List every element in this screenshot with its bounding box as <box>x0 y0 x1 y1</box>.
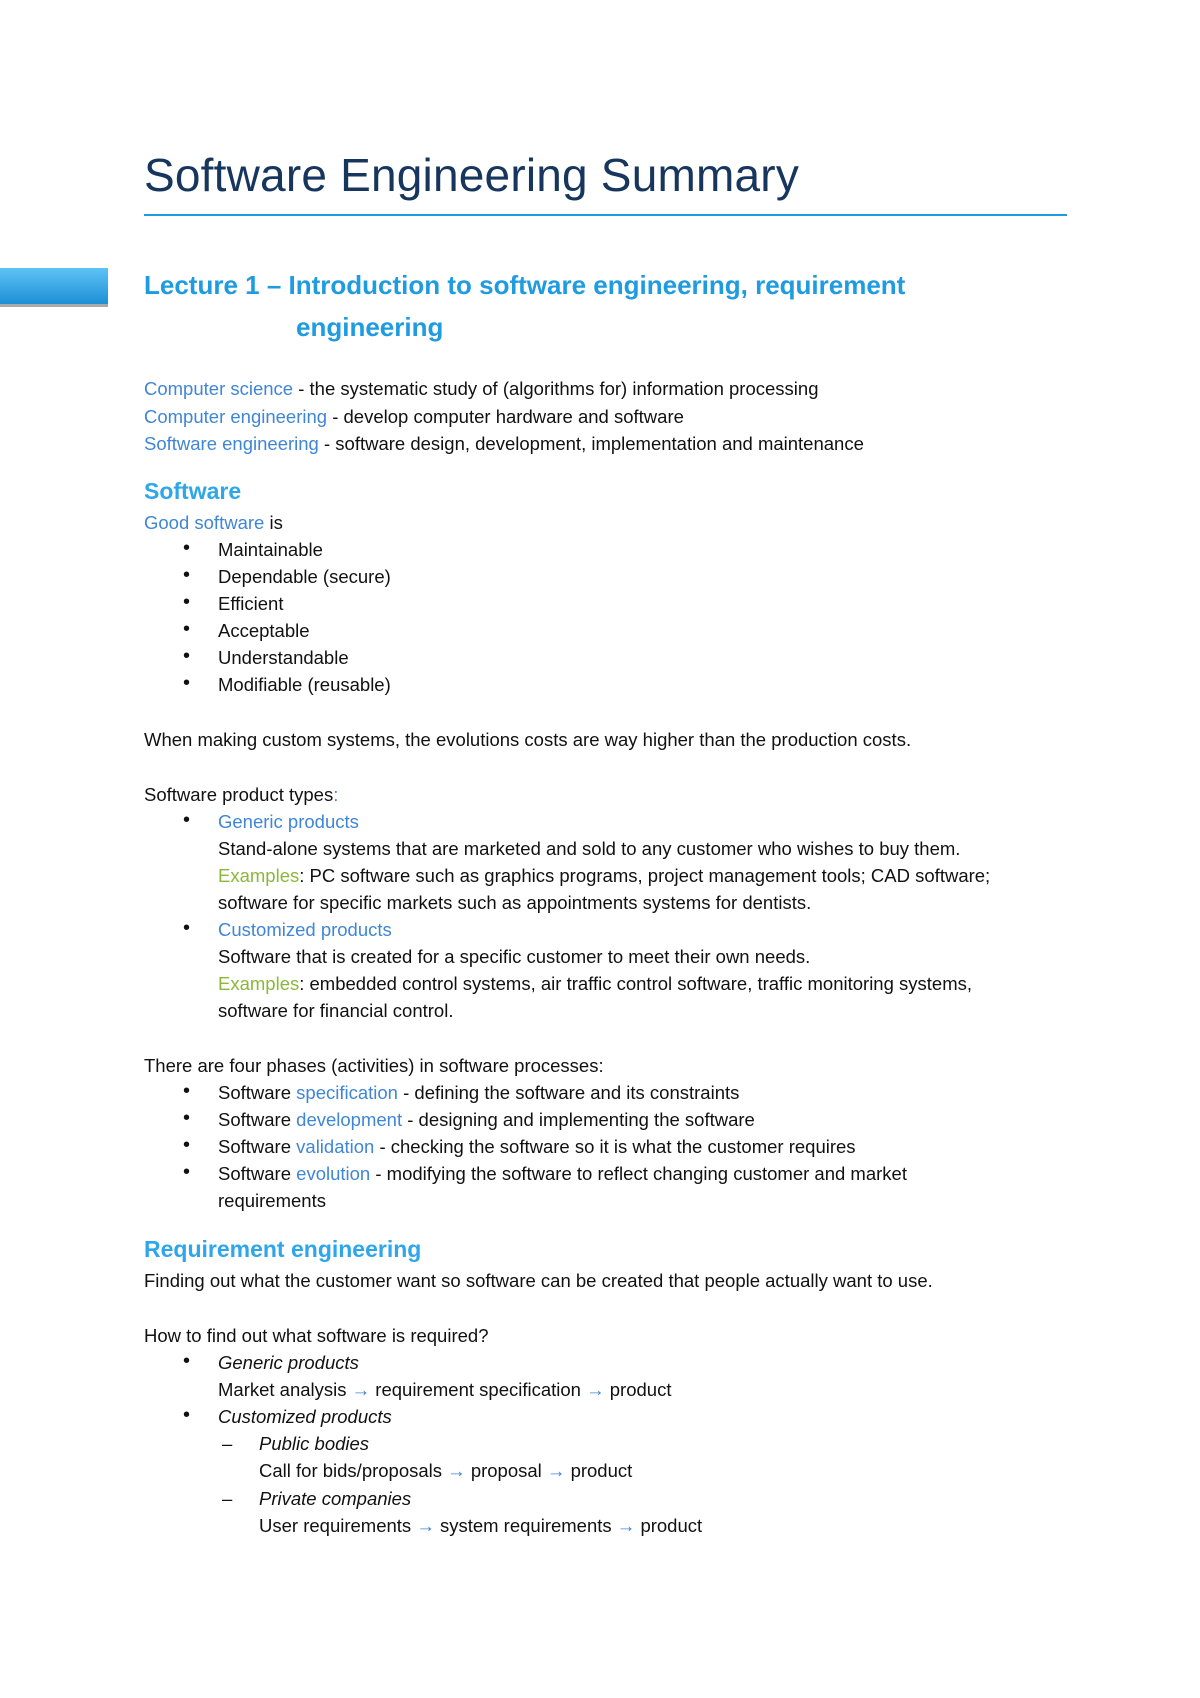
phases-intro: There are four phases (activities) in software processes: <box>144 1055 604 1076</box>
product-types-intro <box>144 784 338 806</box>
phase-item <box>218 1136 856 1158</box>
flow-step: system requirements <box>439 1515 612 1536</box>
quality-item: Acceptable <box>218 620 310 641</box>
generic-products-label: Generic products <box>218 811 359 832</box>
flow-step: proposal <box>470 1460 542 1481</box>
bullet-icon: • <box>183 1107 191 1129</box>
generic-examples-line <box>218 865 990 887</box>
customized-products-desc: Software that is created for a specific customer to meet their own needs. <box>218 946 811 967</box>
bullet-icon: • <box>183 1134 191 1156</box>
phase-prefix: Software <box>218 1082 297 1103</box>
flow-step: User requirements <box>259 1515 412 1536</box>
good-software-term: Good software <box>144 512 265 533</box>
flow-step: requirement specification <box>375 1379 581 1400</box>
arrow-right-icon: → <box>616 1515 636 1536</box>
flow-step: product <box>609 1379 672 1400</box>
title-underline <box>144 214 1067 216</box>
phase-item <box>218 1163 907 1185</box>
quality-item: Maintainable <box>218 539 323 560</box>
definition-text: - software design, development, implementation and maintenance <box>318 433 864 454</box>
customized-products-label: Customized products <box>218 1406 392 1427</box>
private-flow <box>259 1515 702 1537</box>
heading-marker-tab <box>0 268 108 307</box>
phase-term: validation <box>296 1136 375 1157</box>
definition-line <box>144 378 818 400</box>
phase-prefix: Software <box>218 1109 297 1130</box>
bullet-icon: • <box>183 1404 191 1426</box>
document-title: Software Engineering Summary <box>144 149 800 201</box>
arrow-right-icon: → <box>351 1379 371 1400</box>
definition-line <box>144 433 864 455</box>
bullet-icon: • <box>183 645 191 667</box>
bullet-icon: • <box>183 591 191 613</box>
generic-flow <box>218 1379 671 1401</box>
bullet-icon: • <box>183 564 191 586</box>
customized-examples-line <box>218 973 972 995</box>
bullet-icon: • <box>183 1161 191 1183</box>
good-software-rest: is <box>264 512 283 533</box>
phase-text: - defining the software and its constraints <box>397 1082 740 1103</box>
generic-products-label: Generic products <box>218 1352 359 1373</box>
flow-step: Call for bids/proposals <box>259 1460 443 1481</box>
lecture-heading-continuation: engineering <box>296 312 444 342</box>
bullet-icon: • <box>183 618 191 640</box>
generic-examples-continuation: software for specific markets such as appointments systems for dentists. <box>218 892 812 913</box>
phase-prefix: Software <box>218 1136 297 1157</box>
custom-systems-note: When making custom systems, the evolutions costs are way higher than the production costs. <box>144 729 912 750</box>
requirement-question: How to find out what software is required? <box>144 1325 489 1346</box>
definition-term: Software engineering <box>144 433 319 454</box>
arrow-right-icon: → <box>416 1515 435 1536</box>
requirement-intro: Finding out what the customer want so software can be created that people actually want to use. <box>144 1270 933 1291</box>
customized-examples-continuation: software for financial control. <box>218 1000 454 1021</box>
phase-term: evolution <box>296 1163 371 1184</box>
bullet-icon: • <box>183 1350 191 1372</box>
definition-text: - the systematic study of (algorithms for) information processing <box>293 378 819 399</box>
private-companies-label: Private companies <box>259 1488 412 1509</box>
examples-text: : PC software such as graphics programs, project management tools; CAD software; <box>299 865 991 886</box>
phase-text: - checking the software so it is what the customer requires <box>374 1136 856 1157</box>
phase-prefix: Software <box>218 1163 297 1184</box>
phase-text: - designing and implementing the software <box>402 1109 755 1130</box>
bullet-icon: • <box>183 672 191 694</box>
flow-step: Market analysis <box>218 1379 347 1400</box>
product-types-colon: : <box>333 784 339 805</box>
bullet-icon: • <box>183 1080 191 1102</box>
arrow-right-icon: → <box>447 1460 466 1481</box>
good-software-line <box>144 512 283 534</box>
phase-term: specification <box>296 1082 398 1103</box>
examples-text: : embedded control systems, air traffic control software, traffic monitoring systems, <box>299 973 973 994</box>
quality-item: Efficient <box>218 593 284 614</box>
quality-item: Dependable (secure) <box>218 566 391 587</box>
generic-products-desc: Stand-alone systems that are marketed and sold to any customer who wishes to buy them. <box>218 838 961 859</box>
quality-item: Modifiable (reusable) <box>218 674 391 695</box>
bullet-icon: • <box>183 809 191 831</box>
customized-products-label: Customized products <box>218 919 392 940</box>
arrow-right-icon: → <box>546 1460 566 1481</box>
phase-item <box>218 1082 739 1104</box>
phase-term: development <box>296 1109 403 1130</box>
bullet-icon: • <box>183 537 191 559</box>
product-types-text: Software product types <box>144 784 334 805</box>
arrow-right-icon: → <box>586 1379 605 1400</box>
software-heading: Software <box>144 478 242 504</box>
examples-label: Examples <box>218 973 300 994</box>
bullet-icon: • <box>183 917 191 939</box>
flow-step: product <box>640 1515 703 1536</box>
requirement-engineering-heading: Requirement engineering <box>144 1236 422 1262</box>
public-bodies-label: Public bodies <box>259 1433 370 1454</box>
lecture-heading: Lecture 1 – Introduction to software engineering, requirement <box>144 270 906 300</box>
definition-term: Computer engineering <box>144 406 328 427</box>
definition-term: Computer science <box>144 378 294 399</box>
definition-line <box>144 406 684 428</box>
dash-icon: – <box>222 1433 233 1454</box>
quality-item: Understandable <box>218 647 349 668</box>
phase-continuation: requirements <box>218 1190 326 1211</box>
dash-icon: – <box>222 1488 233 1509</box>
definition-text: - develop computer hardware and software <box>327 406 684 427</box>
phase-text: - modifying the software to reflect changing customer and market <box>370 1163 907 1184</box>
flow-step: product <box>570 1460 633 1481</box>
public-flow <box>259 1460 632 1482</box>
phase-item <box>218 1109 755 1131</box>
examples-label: Examples <box>218 865 300 886</box>
